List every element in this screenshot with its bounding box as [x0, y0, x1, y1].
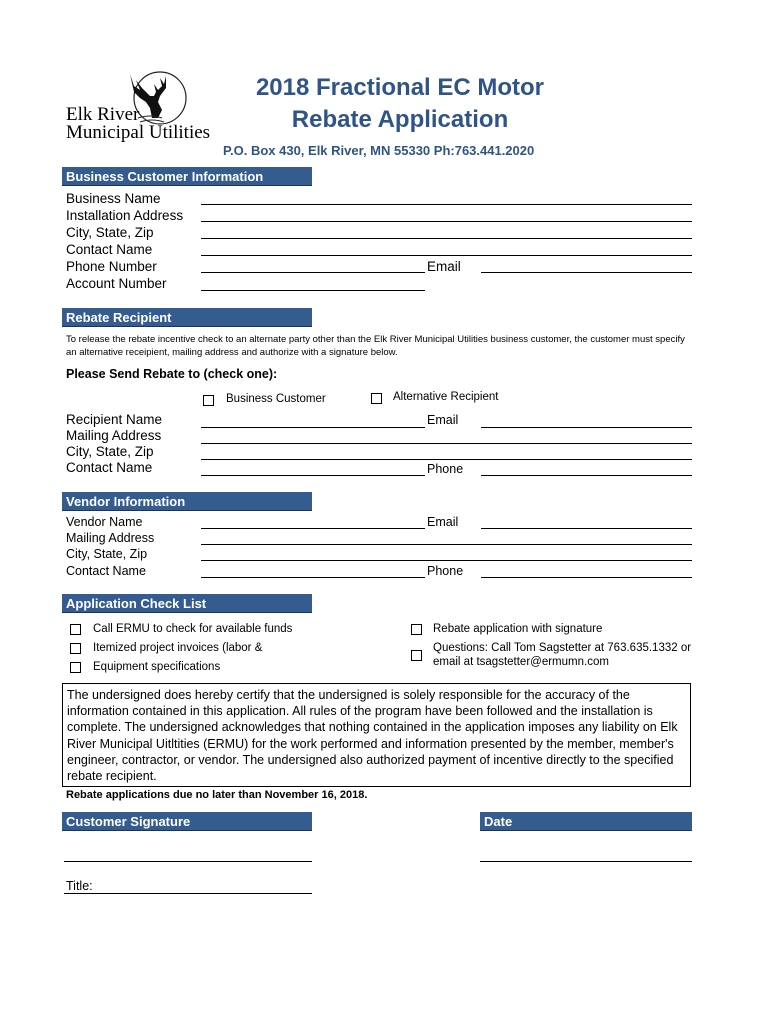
installation-address-field[interactable] — [201, 221, 692, 222]
section-checklist-heading: Application Check List — [62, 594, 312, 613]
certification-box — [62, 683, 691, 787]
certification-text: The undersigned does hereby certify that the undersigned is solely responsible for the accuracy of the information contained in this application. All rules of the program have been followed and the installation is complete. The undersigned acknowledges that nothing contained in the application imposes any liability on Elk River Municipal Uitltities (ERMU) for the work performed and information presented by the member, member's engineer, contractor, or vendor. The undersigned also authorized payment of incentive directly to the specified rebate recipient. — [67, 688, 678, 784]
vendor-phone-label: Phone — [427, 564, 464, 578]
vendor-city-state-zip-label: City, State, Zip — [66, 547, 148, 561]
address: P.O. Box 430, Elk River, MN 55330 Ph:763.441.2020 — [223, 143, 535, 158]
vendor-contact-name-label: Contact Name — [66, 564, 146, 578]
phone-number-field[interactable] — [201, 272, 425, 273]
recipient-email-field[interactable] — [481, 427, 692, 428]
recipient-city-state-zip-label: City, State, Zip — [66, 444, 154, 459]
title-field[interactable] — [64, 893, 312, 894]
checklist-specs-checkbox[interactable] — [70, 662, 81, 673]
checklist-signature-label: Rebate application with signature — [433, 623, 603, 635]
logo-line2: Municipal Utilities — [66, 122, 211, 143]
contact-name-field[interactable] — [201, 255, 692, 256]
vendor-city-state-zip-field[interactable] — [201, 560, 692, 561]
vendor-mailing-address-field[interactable] — [201, 544, 692, 545]
due-date-notice: Rebate applications due no later than November 16, 2018. — [66, 789, 368, 801]
date-field[interactable] — [480, 861, 692, 862]
account-number-label: Account Number — [66, 276, 167, 291]
alternative-recipient-checkbox[interactable] — [371, 393, 382, 404]
section-date-heading: Date — [480, 812, 692, 831]
vendor-name-label: Vendor Name — [66, 515, 143, 529]
checklist-questions-line2: email at tsagstetter@ermumn.com — [433, 656, 609, 668]
recipient-mailing-address-label: Mailing Address — [66, 428, 162, 443]
city-state-zip-field[interactable] — [201, 238, 692, 239]
recipient-city-state-zip-field[interactable] — [201, 459, 692, 460]
section-vendor-heading: Vendor Information — [62, 492, 312, 511]
recipient-email-label: Email — [427, 413, 459, 427]
customer-signature-field[interactable] — [64, 861, 312, 862]
account-number-field[interactable] — [201, 290, 425, 291]
business-name-label: Business Name — [66, 191, 161, 206]
business-name-field[interactable] — [201, 204, 692, 205]
alternative-recipient-option-label: Alternative Recipient — [393, 391, 499, 403]
installation-address-label: Installation Address — [66, 208, 184, 223]
checklist-funds-label: Call ERMU to check for available funds — [93, 623, 293, 635]
city-state-zip-label: City, State, Zip — [66, 225, 154, 240]
recipient-contact-name-label: Contact Name — [66, 460, 153, 475]
business-email-field[interactable] — [481, 272, 692, 273]
logo-line1: Elk River — [66, 104, 140, 125]
contact-name-label: Contact Name — [66, 242, 153, 257]
vendor-name-field[interactable] — [201, 528, 425, 529]
phone-number-label: Phone Number — [66, 259, 157, 274]
section-business-heading: Business Customer Information — [62, 167, 312, 186]
checklist-invoices-checkbox[interactable] — [70, 643, 81, 654]
checklist-invoices-label: Itemized project invoices (labor & — [93, 642, 263, 654]
section-signature-heading: Customer Signature — [62, 812, 312, 831]
recipient-phone-label: Phone — [427, 462, 464, 476]
checklist-questions-checkbox[interactable] — [411, 650, 422, 661]
vendor-phone-field[interactable] — [481, 577, 692, 578]
recipient-contact-name-field[interactable] — [201, 475, 425, 476]
business-email-label: Email — [427, 259, 461, 274]
vendor-email-label: Email — [427, 515, 459, 529]
recipient-mailing-address-field[interactable] — [201, 443, 692, 444]
rebate-note: To release the rebate incentive check to an alternate party other than the Elk River Municipal Utilities business customer, the customer must specify an alternative receipient, mailing address and authorize with a signature below. — [66, 334, 685, 358]
checklist-questions-line1: Questions: Call Tom Sagstetter at 763.635.1332 or — [433, 642, 692, 654]
vendor-contact-name-field[interactable] — [201, 577, 425, 578]
vendor-mailing-address-label: Mailing Address — [66, 531, 155, 545]
recipient-phone-field[interactable] — [481, 475, 692, 476]
section-rebate-heading: Rebate Recipient — [62, 308, 312, 327]
checklist-specs-label: Equipment specifications — [93, 661, 221, 673]
recipient-name-field[interactable] — [201, 427, 425, 428]
checklist-signature-checkbox[interactable] — [411, 624, 422, 635]
send-rebate-label: Please Send Rebate to (check one): — [66, 367, 278, 381]
business-customer-option-label: Business Customer — [226, 393, 326, 405]
recipient-name-label: Recipient Name — [66, 412, 163, 427]
vendor-email-field[interactable] — [481, 528, 692, 529]
page-title-line2: Rebate Application — [291, 106, 509, 133]
page-title-line1: 2018 Fractional EC Motor — [255, 74, 545, 101]
checklist-funds-checkbox[interactable] — [70, 624, 81, 635]
title-label: Title: — [66, 879, 93, 893]
business-customer-checkbox[interactable] — [203, 395, 214, 406]
